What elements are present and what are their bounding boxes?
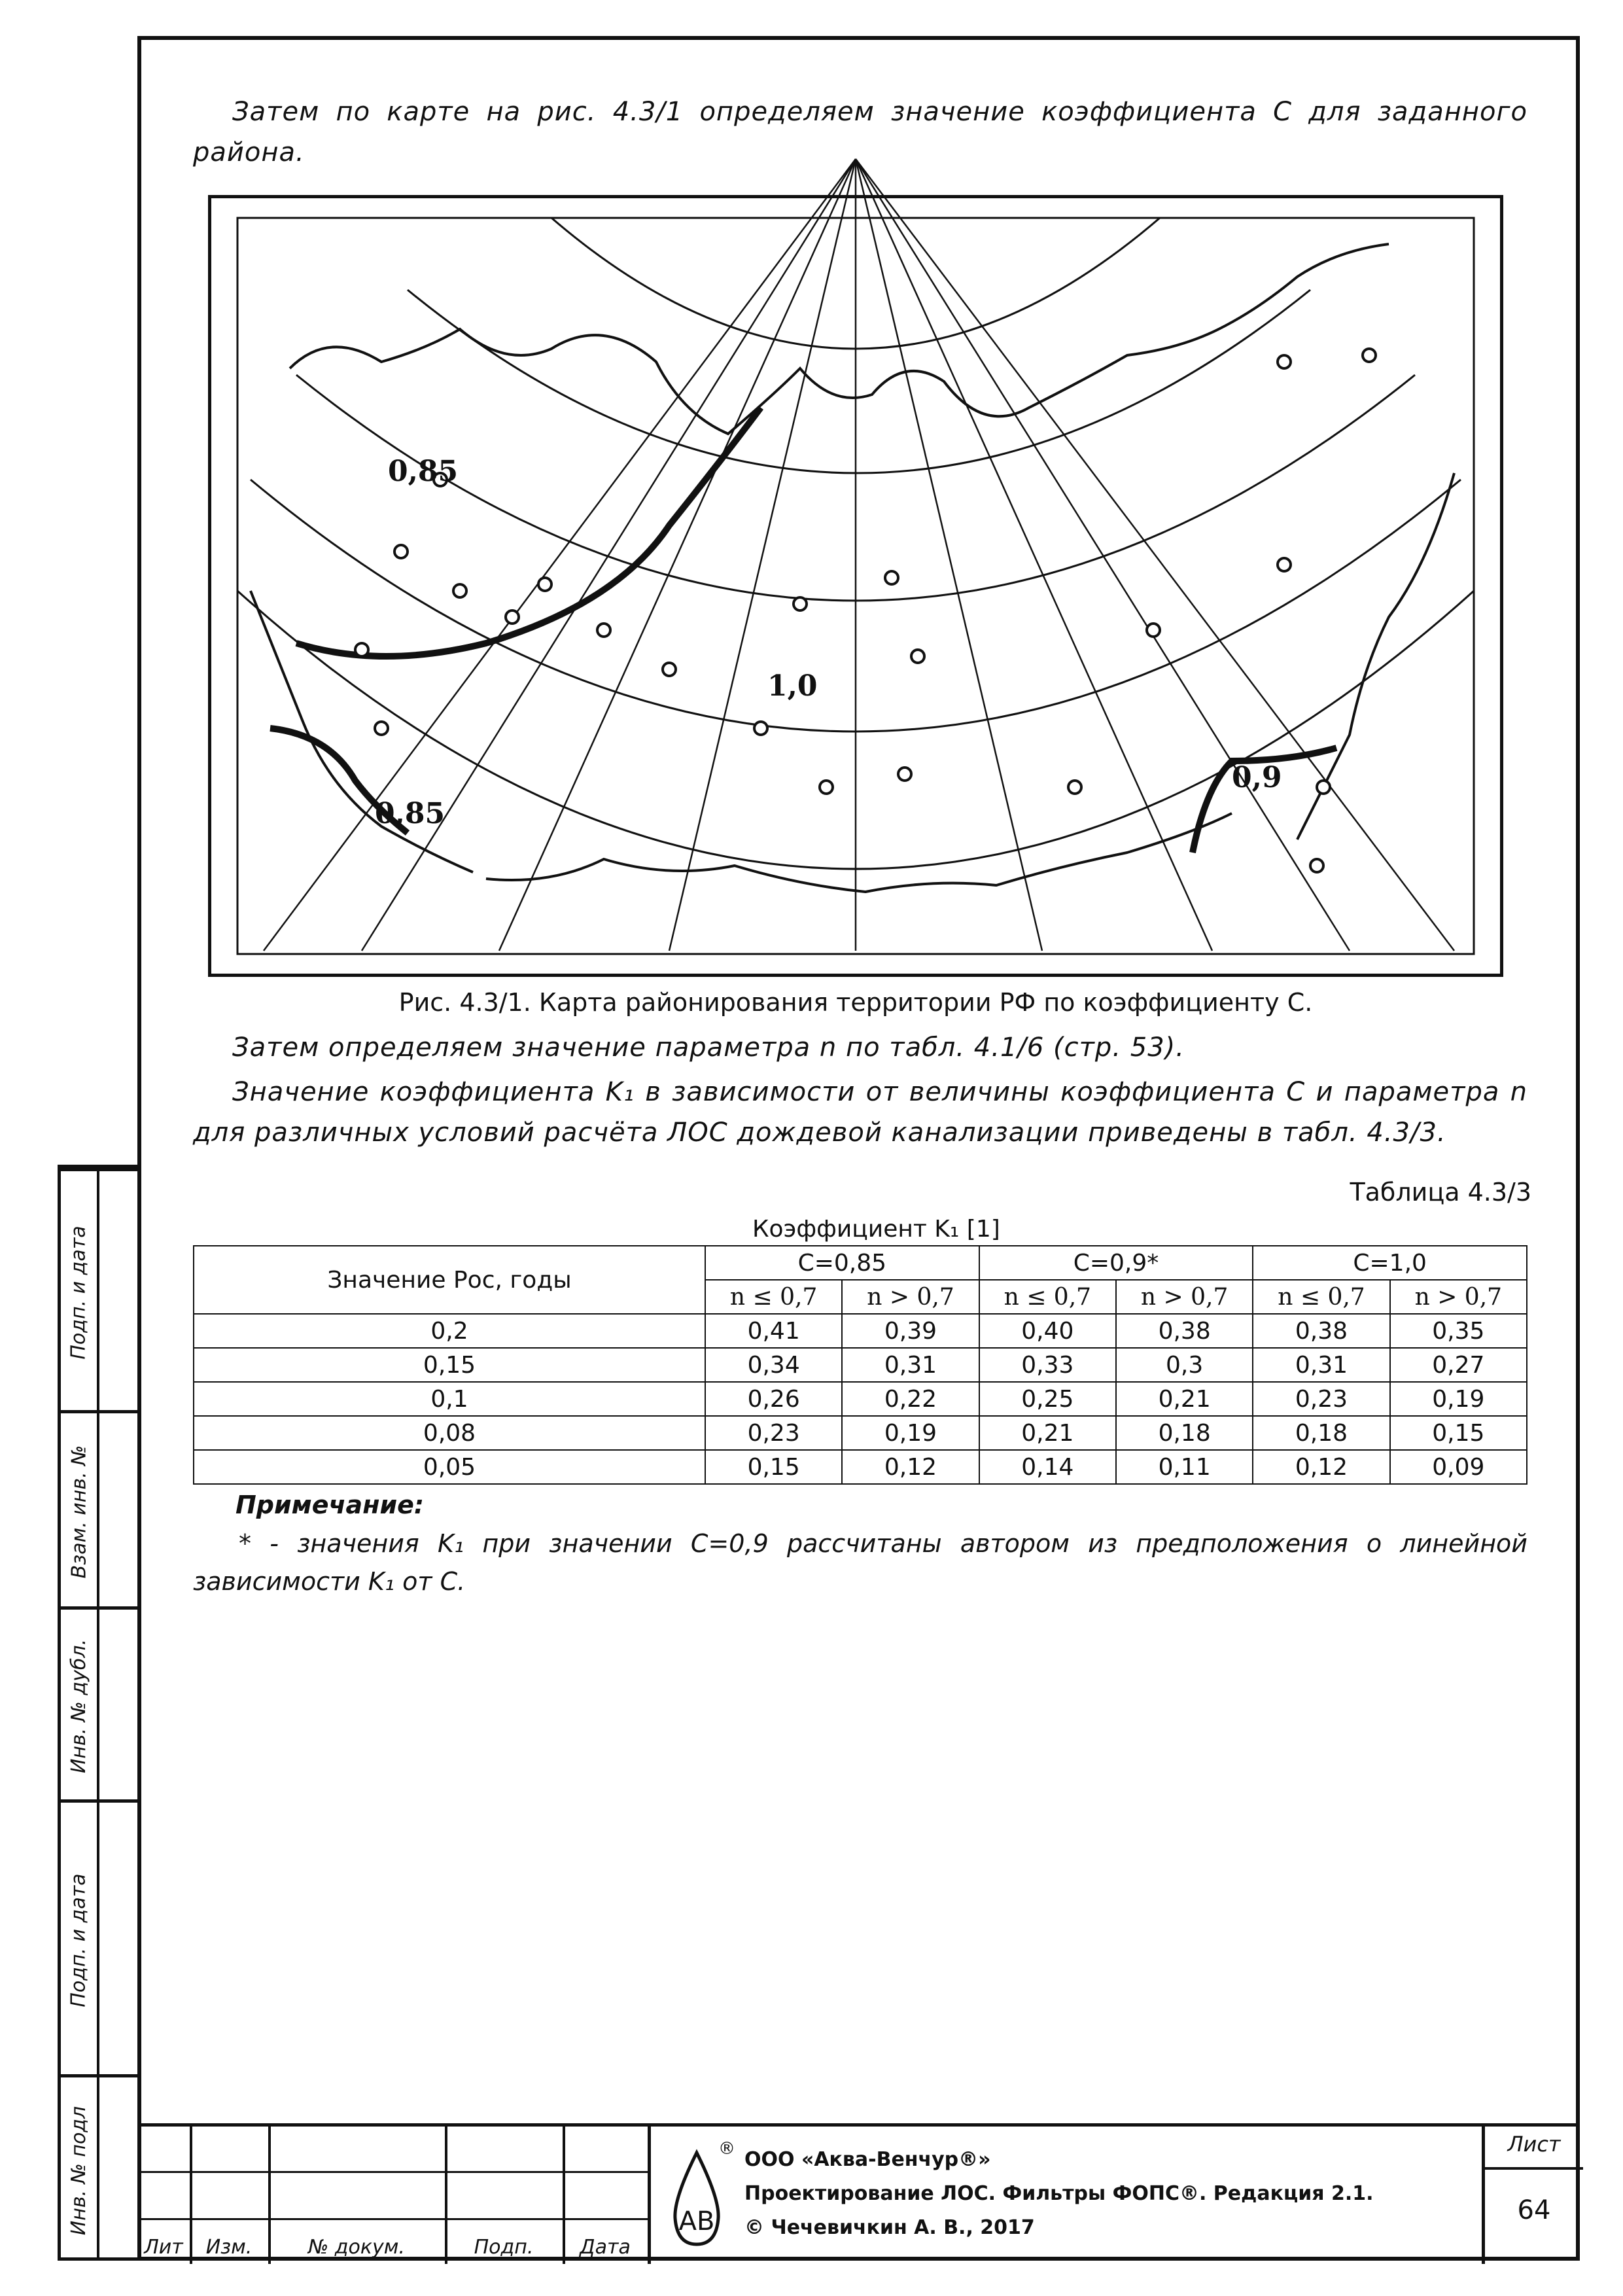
table-cell: 0,2 — [194, 1314, 705, 1348]
table-cell: 0,21 — [1116, 1382, 1253, 1416]
label-signature: Подп. — [474, 2236, 534, 2259]
sidebar-label: Подп. и дата — [67, 1873, 90, 2007]
table-cell: 0,31 — [842, 1348, 979, 1382]
table-cell: 0,19 — [1390, 1382, 1527, 1416]
revision-grid — [137, 2127, 648, 2264]
label-doc-number: № докум. — [308, 2236, 405, 2259]
group-header: C=0,85 — [705, 1246, 979, 1280]
table-row — [194, 1314, 1527, 1348]
table-cell: 0,22 — [842, 1382, 979, 1416]
intro-paragraph: Затем по карте на рис. 4.3/1 определяем значение коэффициента C для заданного района. — [193, 97, 1527, 168]
zoning-map — [208, 195, 1503, 977]
table-cell: 0,21 — [979, 1416, 1116, 1450]
sidebar-label: Инв. № подл — [67, 2106, 90, 2236]
sidebar-cell — [61, 1168, 137, 1410]
table-row — [194, 1348, 1527, 1382]
table-cell: 0,33 — [979, 1348, 1116, 1382]
group-header: C=0,9* — [979, 1246, 1253, 1280]
table-cell: 0,23 — [705, 1416, 842, 1450]
table-cell: 0,11 — [1116, 1450, 1253, 1484]
table-cell: 0,15 — [705, 1450, 842, 1484]
note-text: * - значения K₁ при значении C=0,9 рассчитаны автором из предположения о линейной зависимости K₁ от C. — [193, 1529, 1527, 1596]
table-cell: 0,15 — [1390, 1416, 1527, 1450]
sheet-label: Лист — [1507, 2132, 1561, 2157]
table-cell: 0,12 — [1253, 1450, 1389, 1484]
table-row — [194, 1416, 1527, 1450]
logo-text: АВ — [678, 2206, 715, 2236]
zone-label: 1,0 — [767, 669, 818, 703]
sidebar-label: Инв. № дубл. — [67, 1638, 91, 1774]
group-header: C=1,0 — [1253, 1246, 1527, 1280]
company-logo — [661, 2140, 733, 2251]
table-cell: 0,3 — [1116, 1348, 1253, 1382]
sheet-number: 64 — [1517, 2195, 1551, 2225]
subheader-cell: n > 0,7 — [842, 1280, 979, 1314]
copyright: © Чечевичкин А. В., 2017 — [744, 2216, 1035, 2239]
table-cell: 0,18 — [1253, 1416, 1389, 1450]
table-cell: 0,40 — [979, 1314, 1116, 1348]
k1-table — [193, 1245, 1527, 1485]
table-header-row — [194, 1246, 1527, 1280]
table-cell: 0,26 — [705, 1382, 842, 1416]
company-info — [744, 2143, 1373, 2245]
subheader-cell: n ≤ 0,7 — [979, 1280, 1116, 1314]
sidebar-cell — [61, 1799, 137, 2074]
grid-line — [1485, 2167, 1583, 2170]
table-cell: 0,14 — [979, 1450, 1116, 1484]
table-cell: 0,12 — [842, 1450, 979, 1484]
registered-icon: ® — [718, 2139, 735, 2159]
table-cell: 0,19 — [842, 1416, 979, 1450]
table-cell: 0,23 — [1253, 1382, 1389, 1416]
table-cell: 0,27 — [1390, 1348, 1527, 1382]
sidebar-stamp — [58, 1165, 137, 2261]
project-name: Проектирование ЛОС. Фильтры ФОПС®. Редакция 2.1. — [744, 2182, 1374, 2205]
table-cell: 0,41 — [705, 1314, 842, 1348]
table-cell: 0,08 — [194, 1416, 705, 1450]
table-cell: 0,39 — [842, 1314, 979, 1348]
table-cell: 0,35 — [1390, 1314, 1527, 1348]
table-cell: 0,09 — [1390, 1450, 1527, 1484]
sidebar-cell — [61, 1410, 137, 1606]
label-lit: Лит — [144, 2236, 183, 2259]
table-cell: 0,15 — [194, 1348, 705, 1382]
subheader-cell: n > 0,7 — [1116, 1280, 1253, 1314]
table-cell: 0,18 — [1116, 1416, 1253, 1450]
table-row — [194, 1382, 1527, 1416]
note-title: Примечание: — [236, 1491, 425, 1519]
zone-label: 0,85 — [375, 797, 445, 830]
title-block-divider — [648, 2127, 651, 2264]
zone-label: 0,9 — [1232, 761, 1282, 794]
table-cell: 0,31 — [1253, 1348, 1389, 1382]
label-izm: Изм. — [205, 2236, 253, 2259]
sidebar-cell — [61, 1606, 137, 1799]
figure-caption: Рис. 4.3/1. Карта районирования территории РФ по коэффициенту C. — [398, 988, 1313, 1017]
grid-line — [137, 2218, 648, 2220]
row-header-cell: Значение Pос, годы — [194, 1246, 705, 1314]
table-row — [194, 1450, 1527, 1484]
company-name: ООО «Аква-Венчур®» — [744, 2148, 991, 2171]
subheader-cell: n ≤ 0,7 — [1253, 1280, 1389, 1314]
table-cell: 0,05 — [194, 1450, 705, 1484]
subheader-cell: n > 0,7 — [1390, 1280, 1527, 1314]
sidebar-cell — [61, 2074, 137, 2261]
table-cell: 0,34 — [705, 1348, 842, 1382]
table-cell: 0,1 — [194, 1382, 705, 1416]
table-cell: 0,38 — [1253, 1314, 1389, 1348]
sidebar-label: Взам. инв. № — [67, 1445, 90, 1578]
grid-line — [137, 2171, 648, 2173]
param-paragraph: Затем определяем значение параметра n по табл. 4.1/6 (стр. 53). — [232, 1033, 1185, 1063]
table-cell: 0,25 — [979, 1382, 1116, 1416]
subheader-cell: n ≤ 0,7 — [705, 1280, 842, 1314]
zone-label: 0,85 — [388, 455, 459, 488]
sidebar-label: Подп. и дата — [67, 1225, 90, 1360]
table-cell: 0,38 — [1116, 1314, 1253, 1348]
table-title: Коэффициент K₁ [1] — [752, 1216, 1000, 1243]
sheet-box — [1482, 2127, 1583, 2264]
k1-paragraph: Значение коэффициента K₁ в зависимости от величины коэффициента C и параметра n для различных условий расчёта ЛОС дождевой канализации приведены в табл. 4.3/3. — [193, 1077, 1527, 1148]
map-drawing — [211, 198, 1500, 974]
table-number: Таблица 4.3/3 — [1350, 1178, 1531, 1207]
label-date: Дата — [580, 2236, 631, 2259]
